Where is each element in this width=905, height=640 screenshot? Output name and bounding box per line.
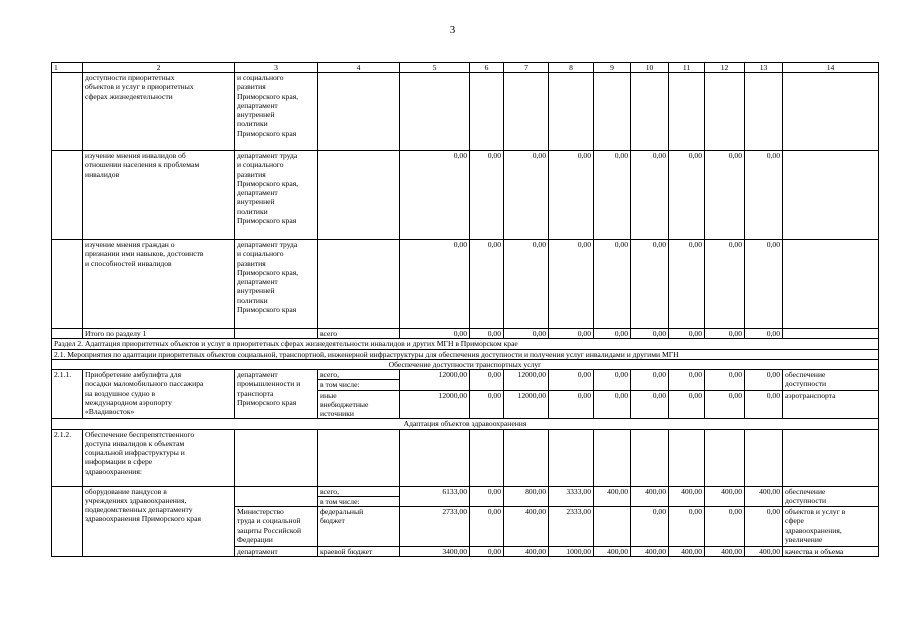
executor: департамент труда и социального развития Приморского края, департамент внутренней политики Приморского края [235,240,318,329]
expected-result: качества и объема [783,547,879,557]
value-cell: 400,00 [705,547,745,557]
activity-name: изучение мнения граждан о признании ими навыков, достоинств и способностей инвалидов [83,240,235,329]
value-cell: 0,00 [705,507,745,547]
column-number: 4 [318,63,400,73]
expected-result: аэротранспорта [783,390,879,419]
value-cell: 0,00 [549,240,594,329]
value-cell: 0,00 [549,329,594,339]
activity-name: оборудование пандусов в учреждениях здравоохранения, подведомственных департаменту здравоохранения Приморского края [83,486,235,557]
value-cell: 400,00 [594,547,631,557]
value-cell: 0,00 [470,547,504,557]
section-title: Раздел 2. Адаптация приоритетных объектов и услуг в приоритетных сферах жизнедеятельности инвалидов и других МГН в Приморском крае [52,339,879,349]
program-activities-table [51,62,879,557]
value-cell: 6133,00 [400,486,470,507]
value-cell: 0,00 [705,370,745,391]
funding-source: всего, [318,370,400,380]
activity-name: изучение мнения инвалидов об отношении населения к проблемам инвалидов [83,151,235,240]
value-cell: 0,00 [470,370,504,391]
column-number: 8 [549,63,594,73]
funding-source: всего [318,329,400,339]
column-number: 7 [504,63,549,73]
value-cell: 0,00 [594,240,631,329]
value-cell: 3333,00 [549,486,594,507]
page-number: 3 [449,24,456,36]
value-cell: 0,00 [745,390,783,419]
value-cell: 400,00 [745,486,783,507]
group-heading-row [52,359,879,369]
total-label: Итого по разделу 1 [83,329,235,339]
column-number: 5 [400,63,470,73]
value-cell: 2333,00 [549,507,594,547]
value-cell: 0,00 [705,151,745,240]
value-cell: 0,00 [631,329,669,339]
value-cell [594,507,631,547]
value-cell: 0,00 [705,390,745,419]
value-cell: 0,00 [594,329,631,339]
value-cell: 0,00 [594,390,631,419]
value-cell: 0,00 [705,329,745,339]
value-cell: 0,00 [631,390,669,419]
value-cell: 0,00 [669,329,705,339]
funding-source: федеральный бюджет [318,507,400,547]
value-cell: 0,00 [470,507,504,547]
value-cell: 0,00 [631,151,669,240]
value-cell: 0,00 [631,507,669,547]
funding-source: иные внебюджетные источники [318,390,400,419]
value-cell: 0,00 [504,240,549,329]
item-number: 2.1.1. [52,370,83,419]
value-cell: 400,00 [504,507,549,547]
value-cell: 0,00 [631,370,669,391]
executor: департамент [235,547,318,557]
value-cell: 0,00 [549,151,594,240]
value-cell: 0,00 [594,370,631,391]
table-row [52,486,879,496]
value-cell: 0,00 [669,240,705,329]
value-cell: 400,00 [631,547,669,557]
column-number: 9 [594,63,631,73]
value-cell: 0,00 [594,151,631,240]
table-row [52,240,879,329]
group-heading-row [52,419,879,429]
value-cell: 0,00 [745,329,783,339]
executor: Министерство труда и социальной защиты Российской Федерации [235,507,318,547]
value-cell: 0,00 [669,390,705,419]
value-cell: 400,00 [504,547,549,557]
funding-source: всего, [318,486,400,496]
value-cell: 0,00 [470,151,504,240]
value-cell: 0,00 [549,370,594,391]
value-cell: 400,00 [594,486,631,507]
value-cell: 2733,00 [400,507,470,547]
item-number: 2.1.2. [52,429,83,486]
value-cell: 0,00 [470,240,504,329]
activity-name: Обеспечение беспрепятственного доступа инвалидов к объектам социальной инфраструктуры и информации в сфере здравоохранения: [83,429,235,486]
column-number: 2 [83,63,235,73]
value-cell: 400,00 [745,547,783,557]
value-cell: 0,00 [631,240,669,329]
activity-name: Приобретение амбулифта для посадки маломобильного пассажира на воздушное судно в международном аэропорту «Владивосток» [83,370,235,419]
column-number: 13 [745,63,783,73]
column-numbers-row [52,63,879,73]
value-cell: 0,00 [705,240,745,329]
value-cell: 0,00 [745,370,783,391]
value-cell: 0,00 [745,151,783,240]
value-cell: 800,00 [504,486,549,507]
column-number: 3 [235,63,318,73]
value-cell: 0,00 [470,390,504,419]
value-cell: 400,00 [705,486,745,507]
column-number: 11 [669,63,705,73]
table-row [52,151,879,240]
column-number: 6 [470,63,504,73]
expected-result: обеспечение доступности [783,486,879,507]
column-number: 1 [52,63,83,73]
total-row [52,329,879,339]
value-cell: 12000,00 [504,370,549,391]
funding-source: в том числе: [318,380,400,390]
subsection-title: 2.1. Мероприятия по адаптации приоритетных объектов социальной, транспортной, инженерной инфраструктуры для обеспечения доступности и получения услуг инвалидами и другими МГН [52,349,879,359]
expected-result: обеспечение доступности [783,370,879,391]
value-cell: 0,00 [669,370,705,391]
value-cell: 12000,00 [400,390,470,419]
group-title: Адаптация объектов здравоохранения [52,419,879,429]
value-cell: 0,00 [504,151,549,240]
value-cell: 0,00 [470,329,504,339]
value-cell: 12000,00 [504,390,549,419]
column-number: 10 [631,63,669,73]
column-number: 14 [783,63,879,73]
value-cell: 0,00 [400,329,470,339]
executor: и социального развития Приморского края, департамент внутренней политики Приморского края [235,73,318,151]
group-title: Обеспечение доступности транспортных услуг [52,359,879,369]
executor: департамент промышленности и транспорта Приморского края [235,370,318,419]
value-cell: 3400,00 [400,547,470,557]
value-cell: 0,00 [549,390,594,419]
value-cell: 400,00 [631,486,669,507]
section-heading-row [52,339,879,349]
funding-source: краевой бюджет [318,547,400,557]
value-cell: 0,00 [400,240,470,329]
value-cell: 0,00 [400,151,470,240]
subsection-heading-row [52,349,879,359]
value-cell: 0,00 [745,240,783,329]
funding-source: в том числе: [318,496,400,506]
table-row [52,73,879,151]
value-cell: 0,00 [470,486,504,507]
value-cell: 0,00 [745,507,783,547]
value-cell: 0,00 [669,507,705,547]
value-cell: 0,00 [669,151,705,240]
activity-name: доступности приоритетных объектов и услуг в приоритетных сферах жизнедеятельности [83,73,235,151]
value-cell: 400,00 [669,486,705,507]
column-number: 12 [705,63,745,73]
value-cell: 12000,00 [400,370,470,391]
table-row [52,370,879,380]
executor: департамент труда и социального развития Приморского края, департамент внутренней политики Приморского края [235,151,318,240]
expected-result: объектов и услуг в сфере здравоохранения, увеличение [783,507,879,547]
value-cell: 0,00 [504,329,549,339]
table-row [52,429,879,486]
value-cell: 400,00 [669,547,705,557]
value-cell: 1000,00 [549,547,594,557]
